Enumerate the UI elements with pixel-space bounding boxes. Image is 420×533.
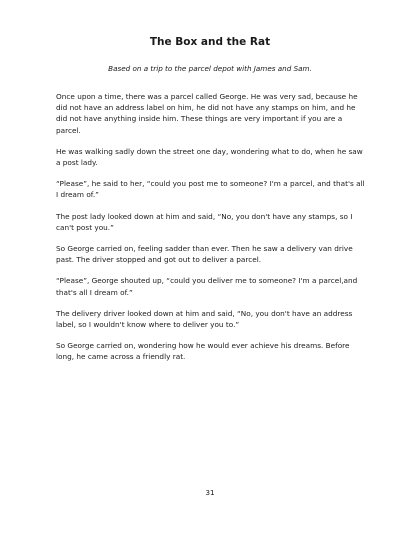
paragraph: Once upon a time, there was a parcel called George. He was very sad, because he did not have an address label on him, he did not have any stamps on him, and he did not have anything inside him. These things are very important if you are a parcel. bbox=[56, 92, 358, 135]
paragraph: “Please”, he said to her, “could you post me to someone? I'm a parcel, and that's all I dream of.” bbox=[56, 179, 365, 200]
paragraph: “Please”, George shouted up, “could you deliver me to someone? I'm a parcel,and that's all I dream of.” bbox=[56, 276, 358, 297]
paragraph: He was walking sadly down the street one day, wondering what to do, when he saw a post lady. bbox=[56, 146, 363, 168]
page-subtitle: Based on a trip to the parcel depot with James and Sam. bbox=[108, 64, 312, 73]
paragraph: The delivery driver looked down at him and said, “No, you don't have an address label, so I wouldn't know where to deliver you to.” bbox=[56, 308, 353, 330]
paragraph: So George carried on, wondering how he would ever achieve his dreams. Before long, he came across a friendly rat. bbox=[56, 341, 350, 362]
story-body bbox=[56, 91, 368, 373]
page-number: 31 bbox=[205, 488, 215, 497]
paragraph: The post lady looked down at him and said, “No, you don't have any stamps, so I can't post you.” bbox=[56, 211, 353, 232]
paragraph: So George carried on, feeling sadder than ever. Then he saw a delivery van drive past. The driver stopped and got out to deliver a parcel. bbox=[56, 244, 353, 265]
page-title: The Box and the Rat bbox=[149, 36, 271, 48]
